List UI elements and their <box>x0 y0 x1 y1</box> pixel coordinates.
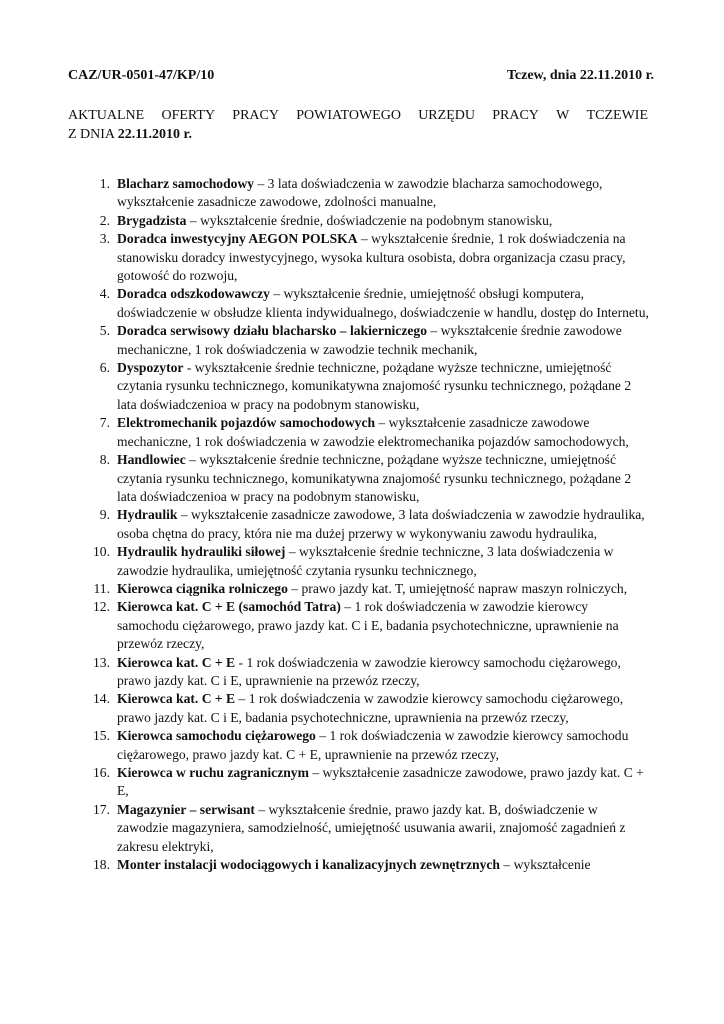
job-offer-number: 16. <box>93 765 110 780</box>
title-word: OFERTY <box>161 108 216 123</box>
job-offer-number: 12. <box>93 599 110 615</box>
job-offer-item <box>0 580 650 598</box>
job-offer-description: – wykształcenie <box>499 857 591 873</box>
job-offer-title: Doradca serwisowy działu blacharsko – lakierniczego <box>117 323 427 339</box>
job-offer-item <box>0 175 650 212</box>
job-offer-title: Kierowca kat. C + E (samochód Tatra) <box>117 599 341 615</box>
job-offer-item <box>0 285 650 322</box>
title-date-prefix: Z DNIA <box>68 127 118 142</box>
job-offer-number: 17. <box>93 801 110 817</box>
job-offer-number: 7. <box>99 415 110 431</box>
job-offer-number: 9. <box>99 507 110 523</box>
job-offer-title: Kierowca kat. C + E <box>117 691 236 707</box>
job-offer-description: – wykształcenie średnie, 1 rok doświadczenia na stanowisku doradcy inwestycyjnego, wysoka kultura osobista, dobra organizacja czasu pracy, gotowość do rozwoju, <box>117 231 626 284</box>
job-offer-item <box>0 764 650 801</box>
title-word: AKTUALNE <box>68 108 145 123</box>
job-offer-item <box>0 506 650 543</box>
title-word: TCZEWIE <box>586 108 648 123</box>
job-offer-description: – 1 rok doświadczenia w zawodzie kierowcy samochodu ciężarowego, prawo jazdy kat. C i E, badania psychotechniczne, uprawnienia na przewóz rzeczy, <box>117 691 624 725</box>
job-offer-item <box>0 727 650 764</box>
document-title <box>68 106 648 144</box>
document-header <box>68 68 654 88</box>
job-offer-description: – wykształcenie średnie techniczne, 3 lata doświadczenia w zawodzie hydraulika, umiejętność czytania rysunku technicznego, <box>117 544 614 578</box>
title-word: POWIATOWEGO <box>296 108 401 123</box>
job-offer-number: 5. <box>99 323 110 339</box>
job-offer-description: – wykształcenie zasadnicze zawodowe mechaniczne, 1 rok doświadczenia w zawodzie elektromechanika pojazdów samochodowych, <box>117 415 629 449</box>
job-offer-title: Hydraulik hydrauliki siłowej <box>117 544 286 560</box>
job-offer-title: Elektromechanik pojazdów samochodowych <box>117 415 376 431</box>
title-date-suffix: r. <box>180 127 192 142</box>
job-offer-item <box>0 322 650 359</box>
job-offer-item <box>0 654 650 691</box>
job-offer-item <box>0 212 650 230</box>
job-offer-description: – wykształcenie średnie techniczne, pożądane wyższe techniczne, umiejętność czytania rysunku technicznego, komunikatywna znajomość rysunku technicznego, pożądane 2 lata doświadczenioa w pracy na podobnym stanowisku, <box>117 452 632 504</box>
job-offer-title: Kierowca kat. C + E <box>117 654 236 670</box>
title-word: URZĘDU <box>418 108 475 123</box>
job-offer-item <box>0 451 650 506</box>
title-word: PRACY <box>492 108 539 123</box>
job-offer-description: – 1 rok doświadczenia w zawodzie kierowcy samochodu ciężarowego, prawo jazdy kat. C + E, uprawnienie na przewóz rzeczy, <box>117 728 629 762</box>
job-offer-title: Monter instalacji wodociągowych i kanalizacyjnych zewnętrznych <box>117 857 500 873</box>
document-date: Tczew, dnia 22.11.2010 r. <box>506 68 654 83</box>
job-offer-number: 14. <box>93 691 110 707</box>
job-offer-number: 10. <box>93 544 110 560</box>
job-offer-title: Magazynier – serwisant <box>117 801 255 817</box>
job-offer-number: 15. <box>93 728 110 744</box>
job-offer-title: Dyspozytor <box>117 360 184 376</box>
job-offer-description: – wykształcenie średnie, doświadczenie na podobnym stanowisku, <box>186 212 553 228</box>
job-offer-description: – wykształcenie średnie zawodowe mechaniczne, 1 rok doświadczenia w zawodzie technik mechanik, <box>117 323 622 357</box>
job-offer-number: 13. <box>93 654 110 670</box>
job-offer-title: Kierowca ciągnika rolniczego <box>117 580 288 596</box>
job-offer-number: 6. <box>99 360 110 376</box>
job-offer-number: 1. <box>99 176 110 191</box>
job-offer-description: – wykształcenie średnie, umiejętność obsługi komputera, doświadczenie w obsłudze klienta indywidualnego, doświadczenie w handlu, dostęp do Internetu, <box>117 286 649 320</box>
job-offer-item <box>0 414 650 451</box>
job-offer-title: Doradca inwestycyjny AEGON POLSKA <box>117 231 358 247</box>
job-offer-title: Doradca odszkodowawczy <box>117 286 270 302</box>
job-offer-item <box>0 801 650 856</box>
job-offer-item <box>0 598 650 653</box>
job-offer-description: - 1 rok doświadczenia w zawodzie kierowcy samochodu ciężarowego, prawo jazdy kat. C i E, uprawnienie na przewóz rzeczy, <box>117 654 621 688</box>
title-word: W <box>556 108 570 123</box>
title-word: PRACY <box>232 108 279 123</box>
job-offer-description: – wykształcenie zasadnicze zawodowe, prawo jazdy kat. C + E, <box>117 765 644 799</box>
job-offer-number: 2. <box>99 212 110 228</box>
job-offer-number: 18. <box>93 857 110 873</box>
job-offer-item <box>0 543 650 580</box>
job-offer-title: Hydraulik <box>117 507 178 523</box>
job-offer-description: – wykształcenie średnie, prawo jazdy kat. B, doświadczenie w zawodzie magazyniera, samodzielność, umiejętność usuwania awarii, znajomość zagadnień z zakresu elektryki, <box>117 801 626 854</box>
job-offer-description: – 3 lata doświadczenia w zawodzie blacharza samochodowego, wykształcenie zasadnicze zawodowe, zdolności manualne, <box>117 176 603 210</box>
document-reference: CAZ/UR-0501-47/KP/10 <box>68 68 215 83</box>
title-date: 22.11.2010 <box>117 127 181 142</box>
job-offer-number: 11. <box>93 580 110 596</box>
job-offer-item <box>0 230 650 285</box>
job-offer-number: 4. <box>99 286 110 302</box>
job-offer-description: – wykształcenie zasadnicze zawodowe, 3 lata doświadczenia w zawodzie hydraulika, osoba chętna do pracy, która nie ma dużej przerwy w wykonywaniu zawodu hydraulika, <box>117 507 645 541</box>
job-offer-title: Handlowiec <box>117 452 186 468</box>
title-line-1 <box>68 106 648 125</box>
job-offer-title: Kierowca w ruchu zagranicznym <box>117 765 309 780</box>
job-offers-list <box>0 175 724 874</box>
job-offer-title: Blacharz samochodowy <box>117 176 255 191</box>
job-offer-title: Brygadzista <box>117 212 187 228</box>
job-offer-description: – prawo jazdy kat. T, umiejętność napraw maszyn rolniczych, <box>287 580 628 596</box>
job-offer-title: Kierowca samochodu ciężarowego <box>117 728 316 744</box>
job-offer-item <box>0 690 650 727</box>
job-offer-item <box>0 359 650 414</box>
job-offer-description: - wykształcenie średnie techniczne, pożądane wyższe techniczne, umiejętność czytania rysunku technicznego, komunikatywna znajomość rysunku technicznego, pożądane 2 lata doświadczenioa w pracy na podobnym stanowisku, <box>117 360 632 412</box>
job-offer-number: 8. <box>99 452 110 468</box>
job-offer-item <box>0 856 650 874</box>
job-offer-description: – 1 rok doświadczenia w zawodzie kierowcy samochodu ciężarowego, prawo jazdy kat. C i E, badania psychotechniczne, uprawnienie na przewóz rzeczy, <box>117 599 619 652</box>
job-offer-number: 3. <box>99 231 110 247</box>
title-line-2 <box>68 125 648 144</box>
